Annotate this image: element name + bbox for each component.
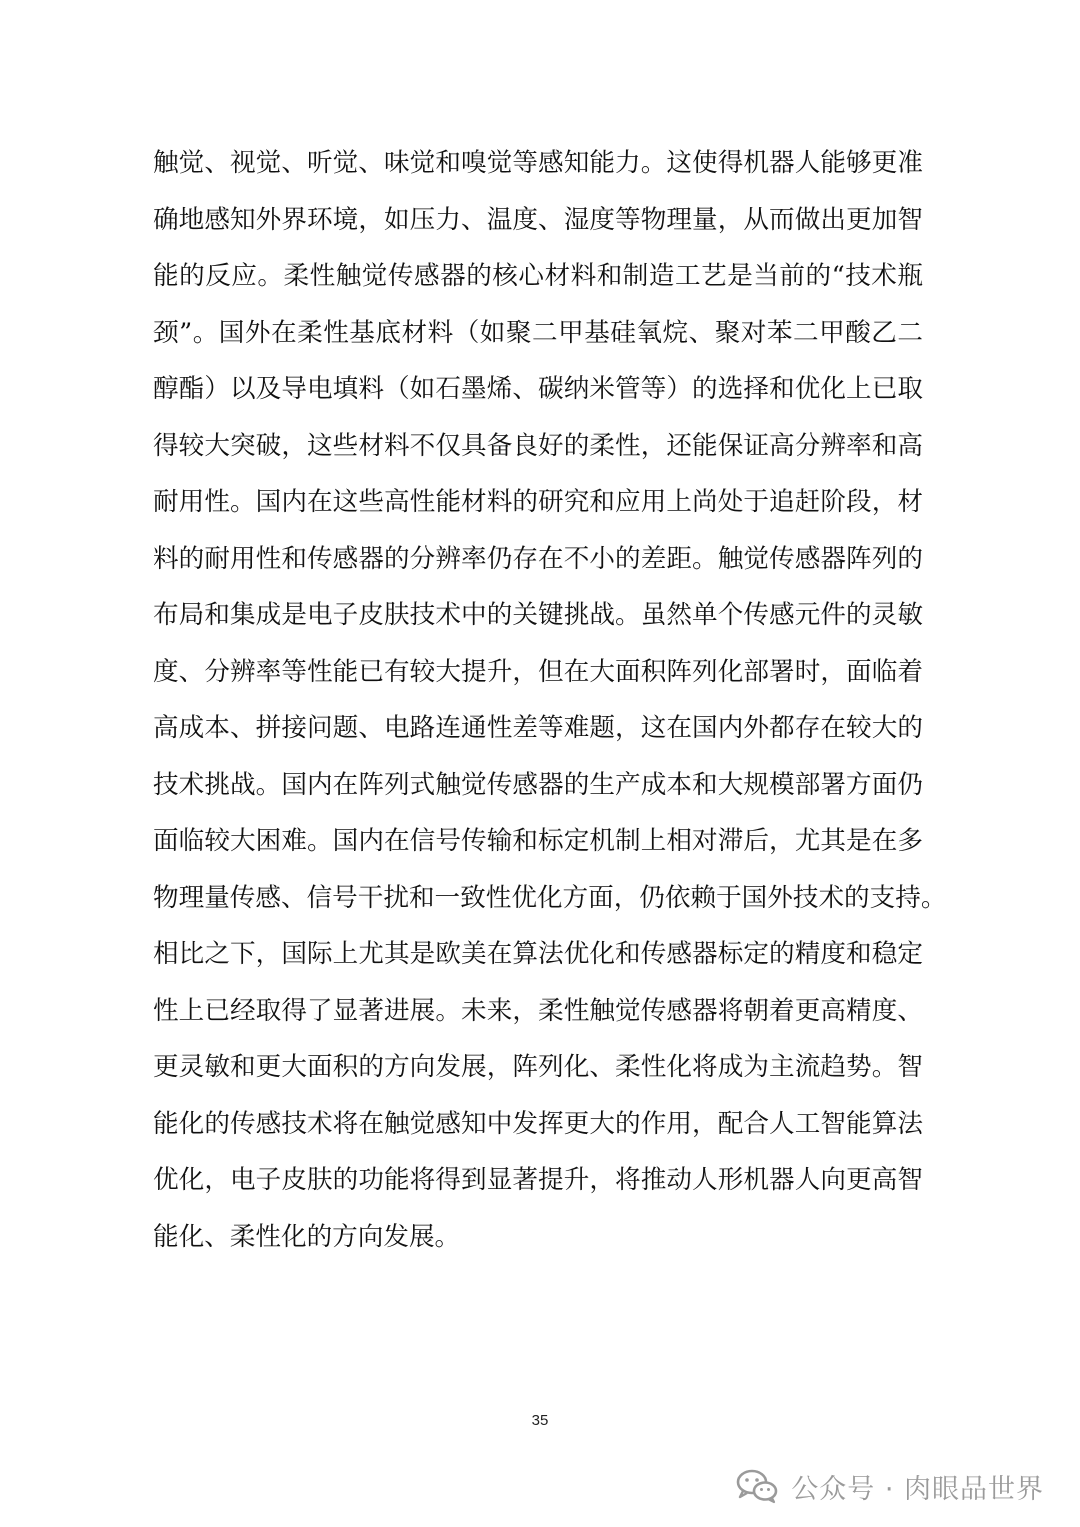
text-line: 触觉、视觉、听觉、味觉和嗅觉等感知能力。这使得机器人能够更准: [153, 148, 923, 178]
text-line: 更灵敏和更大面积的方向发展，阵列化、柔性化将成为主流趋势。智: [153, 1052, 923, 1082]
text-line: 耐用性。国内在这些高性能材料的研究和应用上尚处于追赶阶段，材: [153, 487, 923, 517]
text-line: 颈”。国外在柔性基底材料（如聚二甲基硅氧烷、聚对苯二甲酸乙二: [153, 317, 923, 348]
body-paragraph: [153, 135, 947, 1265]
text-line: 优化，电子皮肤的功能将得到显著提升，将推动人形机器人向更高智: [153, 1165, 923, 1195]
text-line: 度、分辨率等性能已有较大提升，但在大面积阵列化部署时，面临着: [153, 656, 923, 687]
text-line: 能的反应。柔性触觉传感器的核心材料和制造工艺是当前的“技术瓶: [153, 261, 923, 291]
text-line: 确地感知外界环境，如压力、温度、湿度等物理量，从而做出更加智: [153, 204, 923, 235]
text-line: 相比之下，国际上尤其是欧美在算法优化和传感器标定的精度和稳定: [153, 939, 923, 969]
text-line: 高成本、拼接问题、电路连通性差等难题，这在国内外都存在较大的: [153, 713, 923, 743]
text-line: 能化、柔性化的方向发展。: [153, 1221, 461, 1252]
text-line: 得较大突破，这些材料不仅具备良好的柔性，还能保证高分辨率和高: [153, 430, 923, 461]
text-line: 面临较大困难。国内在信号传输和标定机制上相对滞后，尤其是在多: [153, 826, 923, 856]
page-number: 35: [531, 1412, 549, 1429]
text-line: 性上已经取得了显著进展。未来，柔性触觉传感器将朝着更高精度、: [153, 995, 923, 1026]
watermark-text: 公众号 · 肉眼品世界: [791, 1473, 1044, 1505]
watermark: [735, 1464, 1044, 1508]
wechat-icon: [735, 1468, 779, 1504]
text-line: 技术挑战。国内在阵列式触觉传感器的生产成本和大规模部署方面仍: [153, 769, 923, 800]
text-line: 物理量传感、信号干扰和一致性优化方面，仍依赖于国外技术的支持。: [153, 882, 947, 913]
text-line: 料的耐用性和传感器的分辨率仍存在不小的差距。触觉传感器阵列的: [153, 543, 923, 574]
text-line: 醇酯）以及导电填料（如石墨烯、碳纳米管等）的选择和优化上已取: [153, 374, 923, 404]
text-line: 能化的传感技术将在触觉感知中发挥更大的作用，配合人工智能算法: [153, 1108, 923, 1139]
text-line: 布局和集成是电子皮肤技术中的关键挑战。虽然单个传感元件的灵敏: [153, 600, 923, 630]
